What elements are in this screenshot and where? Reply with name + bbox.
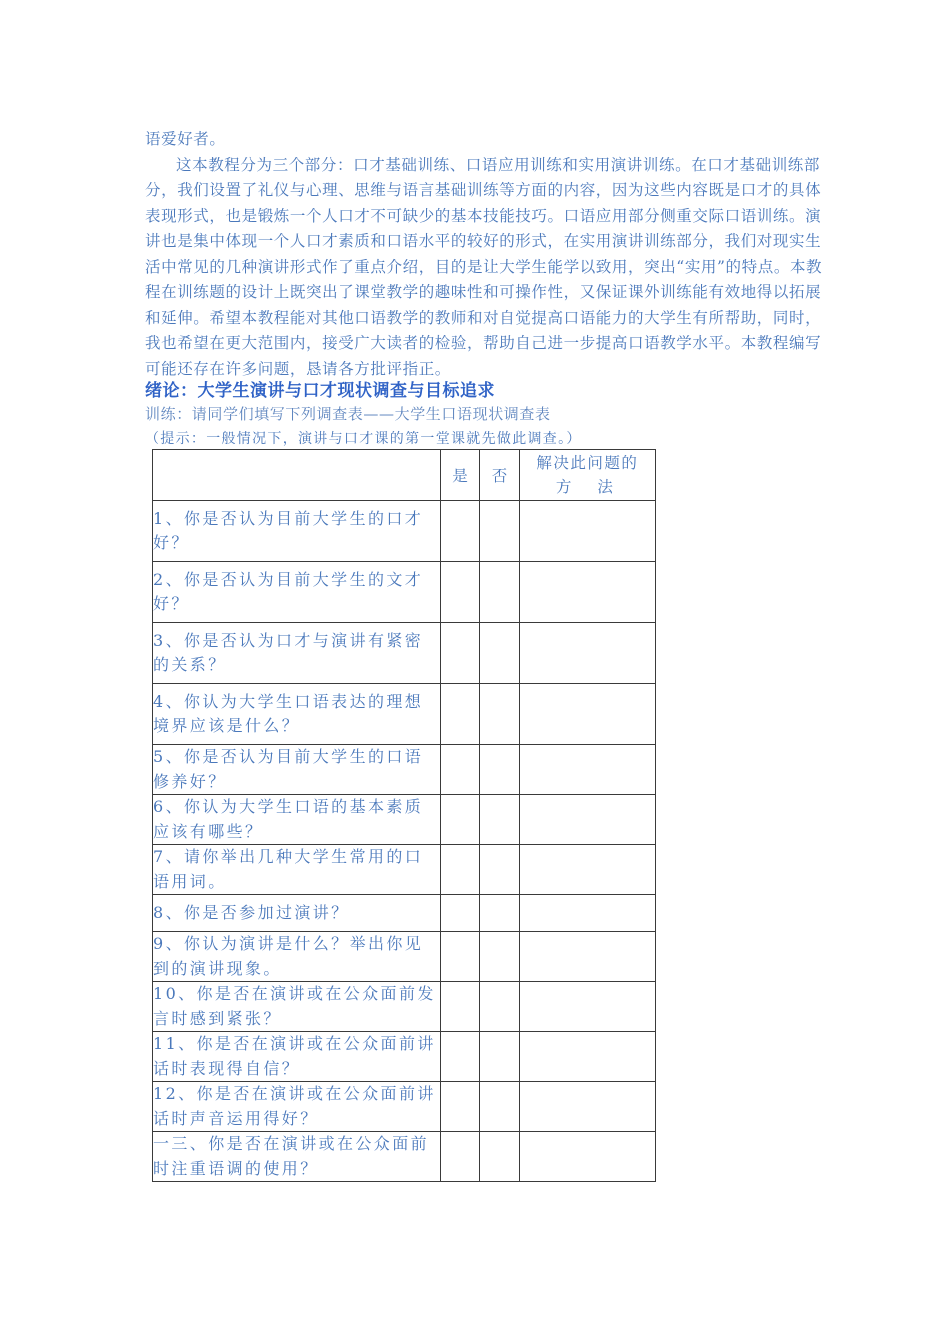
header-method: [519, 450, 655, 501]
no-cell[interactable]: [480, 982, 519, 1032]
yes-cell[interactable]: [440, 845, 479, 895]
question-cell: 8、你是否参加过演讲？: [153, 895, 441, 932]
no-cell[interactable]: [480, 623, 519, 684]
method-cell[interactable]: [519, 895, 655, 932]
question-cell: 3、你是否认为口才与演讲有紧密的关系？: [153, 623, 441, 684]
table-row: [153, 1082, 656, 1132]
question-cell: 10、你是否在演讲或在公众面前发言时感到紧张？: [153, 982, 441, 1032]
no-cell[interactable]: [480, 932, 519, 982]
yes-cell[interactable]: [440, 932, 479, 982]
yes-cell[interactable]: [440, 895, 479, 932]
header-method-line2: 方法: [555, 478, 639, 496]
header-method-line1: 解决此问题的: [536, 454, 639, 472]
question-cell: 7、请你举出几种大学生常用的口语用词。: [153, 845, 441, 895]
table-row: [153, 982, 656, 1032]
yes-cell[interactable]: [440, 982, 479, 1032]
header-no: 否: [480, 450, 519, 501]
method-cell[interactable]: [519, 623, 655, 684]
table-header-row: [153, 450, 656, 501]
method-cell[interactable]: [519, 932, 655, 982]
table-row: [153, 1132, 656, 1182]
yes-cell[interactable]: [440, 501, 479, 562]
yes-cell[interactable]: [440, 623, 479, 684]
method-cell[interactable]: [519, 982, 655, 1032]
table-row: [153, 795, 656, 845]
table-row: [153, 745, 656, 795]
no-cell[interactable]: [480, 795, 519, 845]
yes-cell[interactable]: [440, 795, 479, 845]
survey-table: [152, 449, 656, 1182]
table-row: [153, 501, 656, 562]
question-cell: 1、你是否认为目前大学生的口才好？: [153, 501, 441, 562]
table-row: [153, 895, 656, 932]
method-cell[interactable]: [519, 845, 655, 895]
method-cell[interactable]: [519, 1082, 655, 1132]
header-question-cell: [153, 450, 441, 501]
section-heading: 绪论：大学生演讲与口才现状调查与目标追求: [145, 381, 495, 401]
table-row: [153, 684, 656, 745]
no-cell[interactable]: [480, 501, 519, 562]
yes-cell[interactable]: [440, 684, 479, 745]
table-row: [153, 623, 656, 684]
no-cell[interactable]: [480, 562, 519, 623]
intro-paragraph: 这本教程分为三个部分：口才基础训练、口语应用训练和实用演讲训练。在口才基础训练部分，我们设置了礼仪与心理、思维与语言基础训练等方面的内容，因为这些内容既是口才的具体表现形式，也是锻炼一个人口才不可缺少的基本技能技巧。口语应用部分侧重交际口语训练。演讲也是集中体现一个人口才素质和口语水平的较好的形式，在实用演讲训练部分，我们对现实生活中常见的几种演讲形式作了重点介绍，目的是让大学生能学以致用，突出“实用”的特点。本教程在训练题的设计上既突出了课堂教学的趣味性和可操作性，又保证课外训练能有效地得以拓展和延伸。希望本教程能对其他口语教学的教师和对自觉提高口语能力的大学生有所帮助，同时，我也希望在更大范围内，接受广大读者的检验，帮助自己进一步提高口语教学水平。本教程编写可能还存在许多问题，恳请各方批评指正。: [145, 155, 823, 378]
method-cell[interactable]: [519, 1132, 655, 1182]
method-cell[interactable]: [519, 795, 655, 845]
no-cell[interactable]: [480, 895, 519, 932]
no-cell[interactable]: [480, 1082, 519, 1132]
method-cell[interactable]: [519, 562, 655, 623]
question-cell: 5、你是否认为目前大学生的口语修养好？: [153, 745, 441, 795]
yes-cell[interactable]: [440, 562, 479, 623]
intro-line-start: 语爱好者。: [145, 130, 226, 148]
table-row: [153, 1032, 656, 1082]
method-cell[interactable]: [519, 745, 655, 795]
table-row: [153, 845, 656, 895]
no-cell[interactable]: [480, 1032, 519, 1082]
no-cell[interactable]: [480, 745, 519, 795]
no-cell[interactable]: [480, 1132, 519, 1182]
table-row: [153, 932, 656, 982]
yes-cell[interactable]: [440, 1032, 479, 1082]
yes-cell[interactable]: [440, 745, 479, 795]
intro-text: [145, 127, 835, 382]
table-row: [153, 562, 656, 623]
no-cell[interactable]: [480, 845, 519, 895]
yes-cell[interactable]: [440, 1082, 479, 1132]
no-cell[interactable]: [480, 684, 519, 745]
hint-note: （提示：一般情况下，演讲与口才课的第一堂课就先做此调查。）: [145, 431, 582, 447]
question-cell: 一三、你是否在演讲或在公众面前时注重语调的使用？: [153, 1132, 441, 1182]
method-cell[interactable]: [519, 1032, 655, 1082]
training-instruction: 训练：请同学们填写下列调查表——大学生口语现状调查表: [145, 405, 551, 423]
method-cell[interactable]: [519, 684, 655, 745]
yes-cell[interactable]: [440, 1132, 479, 1182]
header-yes: 是: [440, 450, 479, 501]
question-cell: 4、你认为大学生口语表达的理想境界应该是什么？: [153, 684, 441, 745]
method-cell[interactable]: [519, 501, 655, 562]
question-cell: 9、你认为演讲是什么？举出你见到的演讲现象。: [153, 932, 441, 982]
question-cell: 11、你是否在演讲或在公众面前讲话时表现得自信？: [153, 1032, 441, 1082]
question-cell: 6、你认为大学生口语的基本素质应该有哪些？: [153, 795, 441, 845]
question-cell: 12、你是否在演讲或在公众面前讲话时声音运用得好？: [153, 1082, 441, 1132]
question-cell: 2、你是否认为目前大学生的文才好？: [153, 562, 441, 623]
